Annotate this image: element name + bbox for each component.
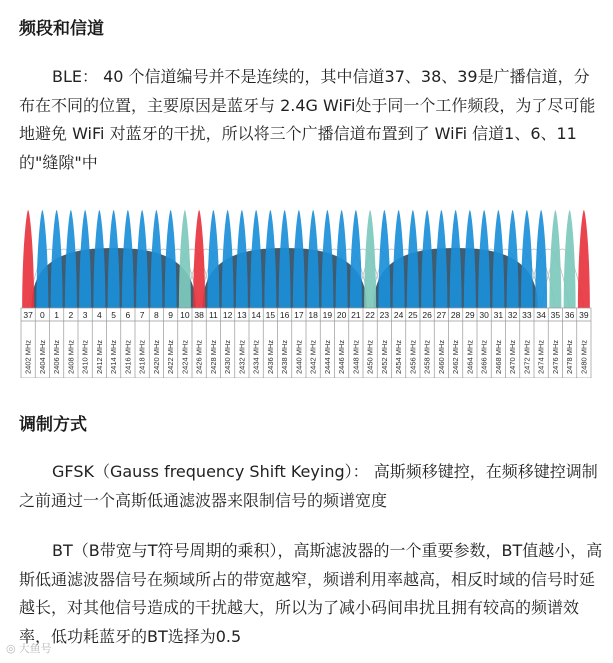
channel-spike-13 <box>236 210 248 308</box>
frequency-label: 2466 MHz <box>479 339 489 374</box>
channel-number-label: 10 <box>180 310 190 320</box>
channel-number-label: 13 <box>237 310 247 320</box>
channel-number-label: 25 <box>408 310 418 320</box>
channel-number-label: 22 <box>365 310 375 320</box>
channel-spike-38 <box>193 210 205 308</box>
frequency-label: 2454 MHz <box>394 339 404 374</box>
frequency-label: 2438 MHz <box>280 339 290 374</box>
channel-spike-10 <box>179 210 191 308</box>
channel-spike-3 <box>79 210 91 308</box>
channel-number-label: 37 <box>23 310 33 320</box>
channel-number-label: 30 <box>479 310 489 320</box>
paragraph-ble-channels: BLE： 40 个信道编号并不是连续的，其中信道37、38、39是广播信道，分布在不同的位置，主要原因是蓝牙与 2.4G WiFi处于同一个工作频段，为了尽可能地避免 WiFi 对蓝牙的干扰，所以将三个广播信道布置到了 WiFi 信道1、6、11 的"缝隙"中 <box>19 67 596 172</box>
ble-channel-figure <box>19 206 593 378</box>
frequency-label: 2420 MHz <box>151 339 161 374</box>
frequency-label: 2468 MHz <box>493 339 503 374</box>
channel-spike-0 <box>36 210 48 308</box>
channel-number-label: 17 <box>294 310 304 320</box>
frequency-label: 2470 MHz <box>508 339 518 374</box>
section-heading-bands: 频段和信道 <box>19 19 104 39</box>
frequency-label: 2408 MHz <box>66 339 76 374</box>
channel-spike-6 <box>122 210 134 308</box>
channel-number-label: 23 <box>379 310 390 320</box>
frequency-label: 2440 MHz <box>294 339 304 374</box>
frequency-label: 2410 MHz <box>80 339 90 374</box>
channel-number-label: 4 <box>97 310 102 320</box>
channel-number-label: 38 <box>194 310 204 320</box>
channel-spike-2 <box>65 210 77 308</box>
channel-number-label: 6 <box>125 310 131 320</box>
paragraph-bt: BT（B带宽与T符号周期的乘积），高斯滤波器的一个重要参数，BT值越小，高斯低通滤波器信号在频域所占的带宽越窄，频谱利用率越高，相反时域的信号时延越长，对其他信号造成的干扰越大，所以为了减小码间串扰且拥有较高的频谱效率，低功耗蓝牙的BT选择为0.5 <box>19 541 603 646</box>
watermark <box>6 640 52 656</box>
channel-number-label: 36 <box>564 310 575 320</box>
frequency-label: 2452 MHz <box>379 339 389 374</box>
channel-spike-29 <box>464 210 476 308</box>
channel-number-label: 24 <box>393 310 404 320</box>
channel-number-label: 18 <box>308 310 318 320</box>
channel-number-label: 21 <box>351 310 361 320</box>
channel-spike-28 <box>450 210 462 308</box>
channel-spike-7 <box>136 210 148 308</box>
channel-spike-27 <box>435 210 447 308</box>
frequency-label: 2442 MHz <box>308 339 318 374</box>
channel-spike-21 <box>350 210 362 308</box>
frequency-label: 2436 MHz <box>265 339 275 374</box>
frequency-label: 2414 MHz <box>109 339 119 374</box>
channel-spike-5 <box>108 210 120 308</box>
channel-number-label: 28 <box>450 310 461 320</box>
frequency-label: 2418 MHz <box>137 339 147 374</box>
frequency-label: 2402 MHz <box>23 339 33 374</box>
channel-spectrum-svg <box>19 206 593 378</box>
frequency-label: 2474 MHz <box>536 339 546 374</box>
channel-spike-22 <box>364 210 376 308</box>
channel-spike-23 <box>378 210 390 308</box>
channel-spike-11 <box>207 210 219 308</box>
frequency-label: 2434 MHz <box>251 339 261 374</box>
paragraph-gfsk: GFSK（Gauss frequency Shift Keying）： 高斯频移键控，在频移键控调制之前通过一个高斯低通滤波器来限制信号的频谱宽度 <box>19 462 598 510</box>
channel-spike-18 <box>307 210 319 308</box>
channel-spike-4 <box>93 210 105 308</box>
channel-spike-31 <box>492 210 504 308</box>
channel-spike-19 <box>321 210 333 308</box>
channel-number-label: 12 <box>222 310 233 320</box>
channel-spike-37 <box>22 210 34 308</box>
channel-spike-26 <box>421 210 433 308</box>
channel-spike-25 <box>407 210 419 308</box>
frequency-label: 2432 MHz <box>237 339 247 374</box>
frequency-label: 2478 MHz <box>565 339 575 374</box>
frequency-label: 2412 MHz <box>94 339 104 374</box>
channel-number-label: 16 <box>279 310 290 320</box>
channel-number-label: 39 <box>579 310 589 320</box>
channel-spike-33 <box>521 210 533 308</box>
frequency-label: 2450 MHz <box>365 339 375 374</box>
channel-spike-12 <box>222 210 234 308</box>
channel-number-label: 26 <box>422 310 432 320</box>
channel-number-label: 32 <box>507 310 518 320</box>
frequency-label: 2426 MHz <box>194 339 204 374</box>
channel-number-label: 9 <box>168 310 173 320</box>
frequency-label: 2456 MHz <box>408 339 418 374</box>
channel-spike-17 <box>293 210 305 308</box>
watermark-text: 大鱼号 <box>18 642 52 655</box>
channel-spike-24 <box>393 210 405 308</box>
channel-spike-36 <box>564 210 576 308</box>
spectrum-arc <box>541 249 584 308</box>
channel-number-label: 19 <box>322 310 333 320</box>
channel-number-label: 29 <box>465 310 475 320</box>
channel-number-label: 5 <box>111 310 116 320</box>
channel-number-label: 7 <box>139 310 145 320</box>
channel-spike-8 <box>150 210 162 308</box>
channel-spike-9 <box>165 210 177 308</box>
channel-spike-1 <box>51 210 63 308</box>
channel-spike-14 <box>250 210 262 308</box>
watermark-logo-icon: ◎ <box>6 641 16 655</box>
channel-spike-32 <box>507 210 519 308</box>
section-heading-modulation: 调制方式 <box>19 415 87 435</box>
channel-spike-15 <box>264 210 276 308</box>
channel-number-label: 3 <box>82 310 88 320</box>
channel-number-label: 1 <box>54 310 59 320</box>
channel-spike-16 <box>279 210 291 308</box>
frequency-label: 2416 MHz <box>123 339 133 374</box>
channel-number-label: 35 <box>550 310 561 320</box>
channel-number-label: 2 <box>68 310 74 320</box>
frequency-label: 2464 MHz <box>465 339 475 374</box>
frequency-label: 2446 MHz <box>337 339 347 374</box>
channel-number-label: 33 <box>522 310 532 320</box>
channel-spike-35 <box>549 210 561 308</box>
frequency-label: 2448 MHz <box>351 339 361 374</box>
frequency-label: 2424 MHz <box>180 339 190 374</box>
channel-spike-20 <box>336 210 348 308</box>
channel-number-label: 0 <box>40 310 45 320</box>
frequency-label: 2476 MHz <box>550 339 560 374</box>
channel-number-label: 15 <box>265 310 276 320</box>
frequency-label: 2428 MHz <box>208 339 218 374</box>
frequency-label: 2430 MHz <box>223 339 233 374</box>
frequency-label: 2406 MHz <box>52 339 62 374</box>
frequency-label: 2460 MHz <box>436 339 446 374</box>
channel-number-label: 31 <box>493 310 504 320</box>
frequency-label: 2472 MHz <box>522 339 532 374</box>
channel-number-label: 8 <box>154 310 159 320</box>
frequency-label: 2444 MHz <box>322 339 332 374</box>
channel-number-label: 14 <box>251 310 261 320</box>
frequency-label: 2458 MHz <box>422 339 432 374</box>
channel-number-label: 20 <box>336 310 347 320</box>
frequency-label: 2480 MHz <box>579 339 589 374</box>
frequency-label: 2404 MHz <box>37 339 47 374</box>
channel-spike-39 <box>578 210 590 308</box>
frequency-label: 2422 MHz <box>166 339 176 374</box>
channel-spike-34 <box>535 210 547 308</box>
channel-spike-30 <box>478 210 490 308</box>
channel-number-label: 34 <box>536 310 546 320</box>
channel-number-label: 27 <box>436 310 447 320</box>
channel-number-label: 11 <box>208 310 218 320</box>
frequency-label: 2462 MHz <box>451 339 461 374</box>
